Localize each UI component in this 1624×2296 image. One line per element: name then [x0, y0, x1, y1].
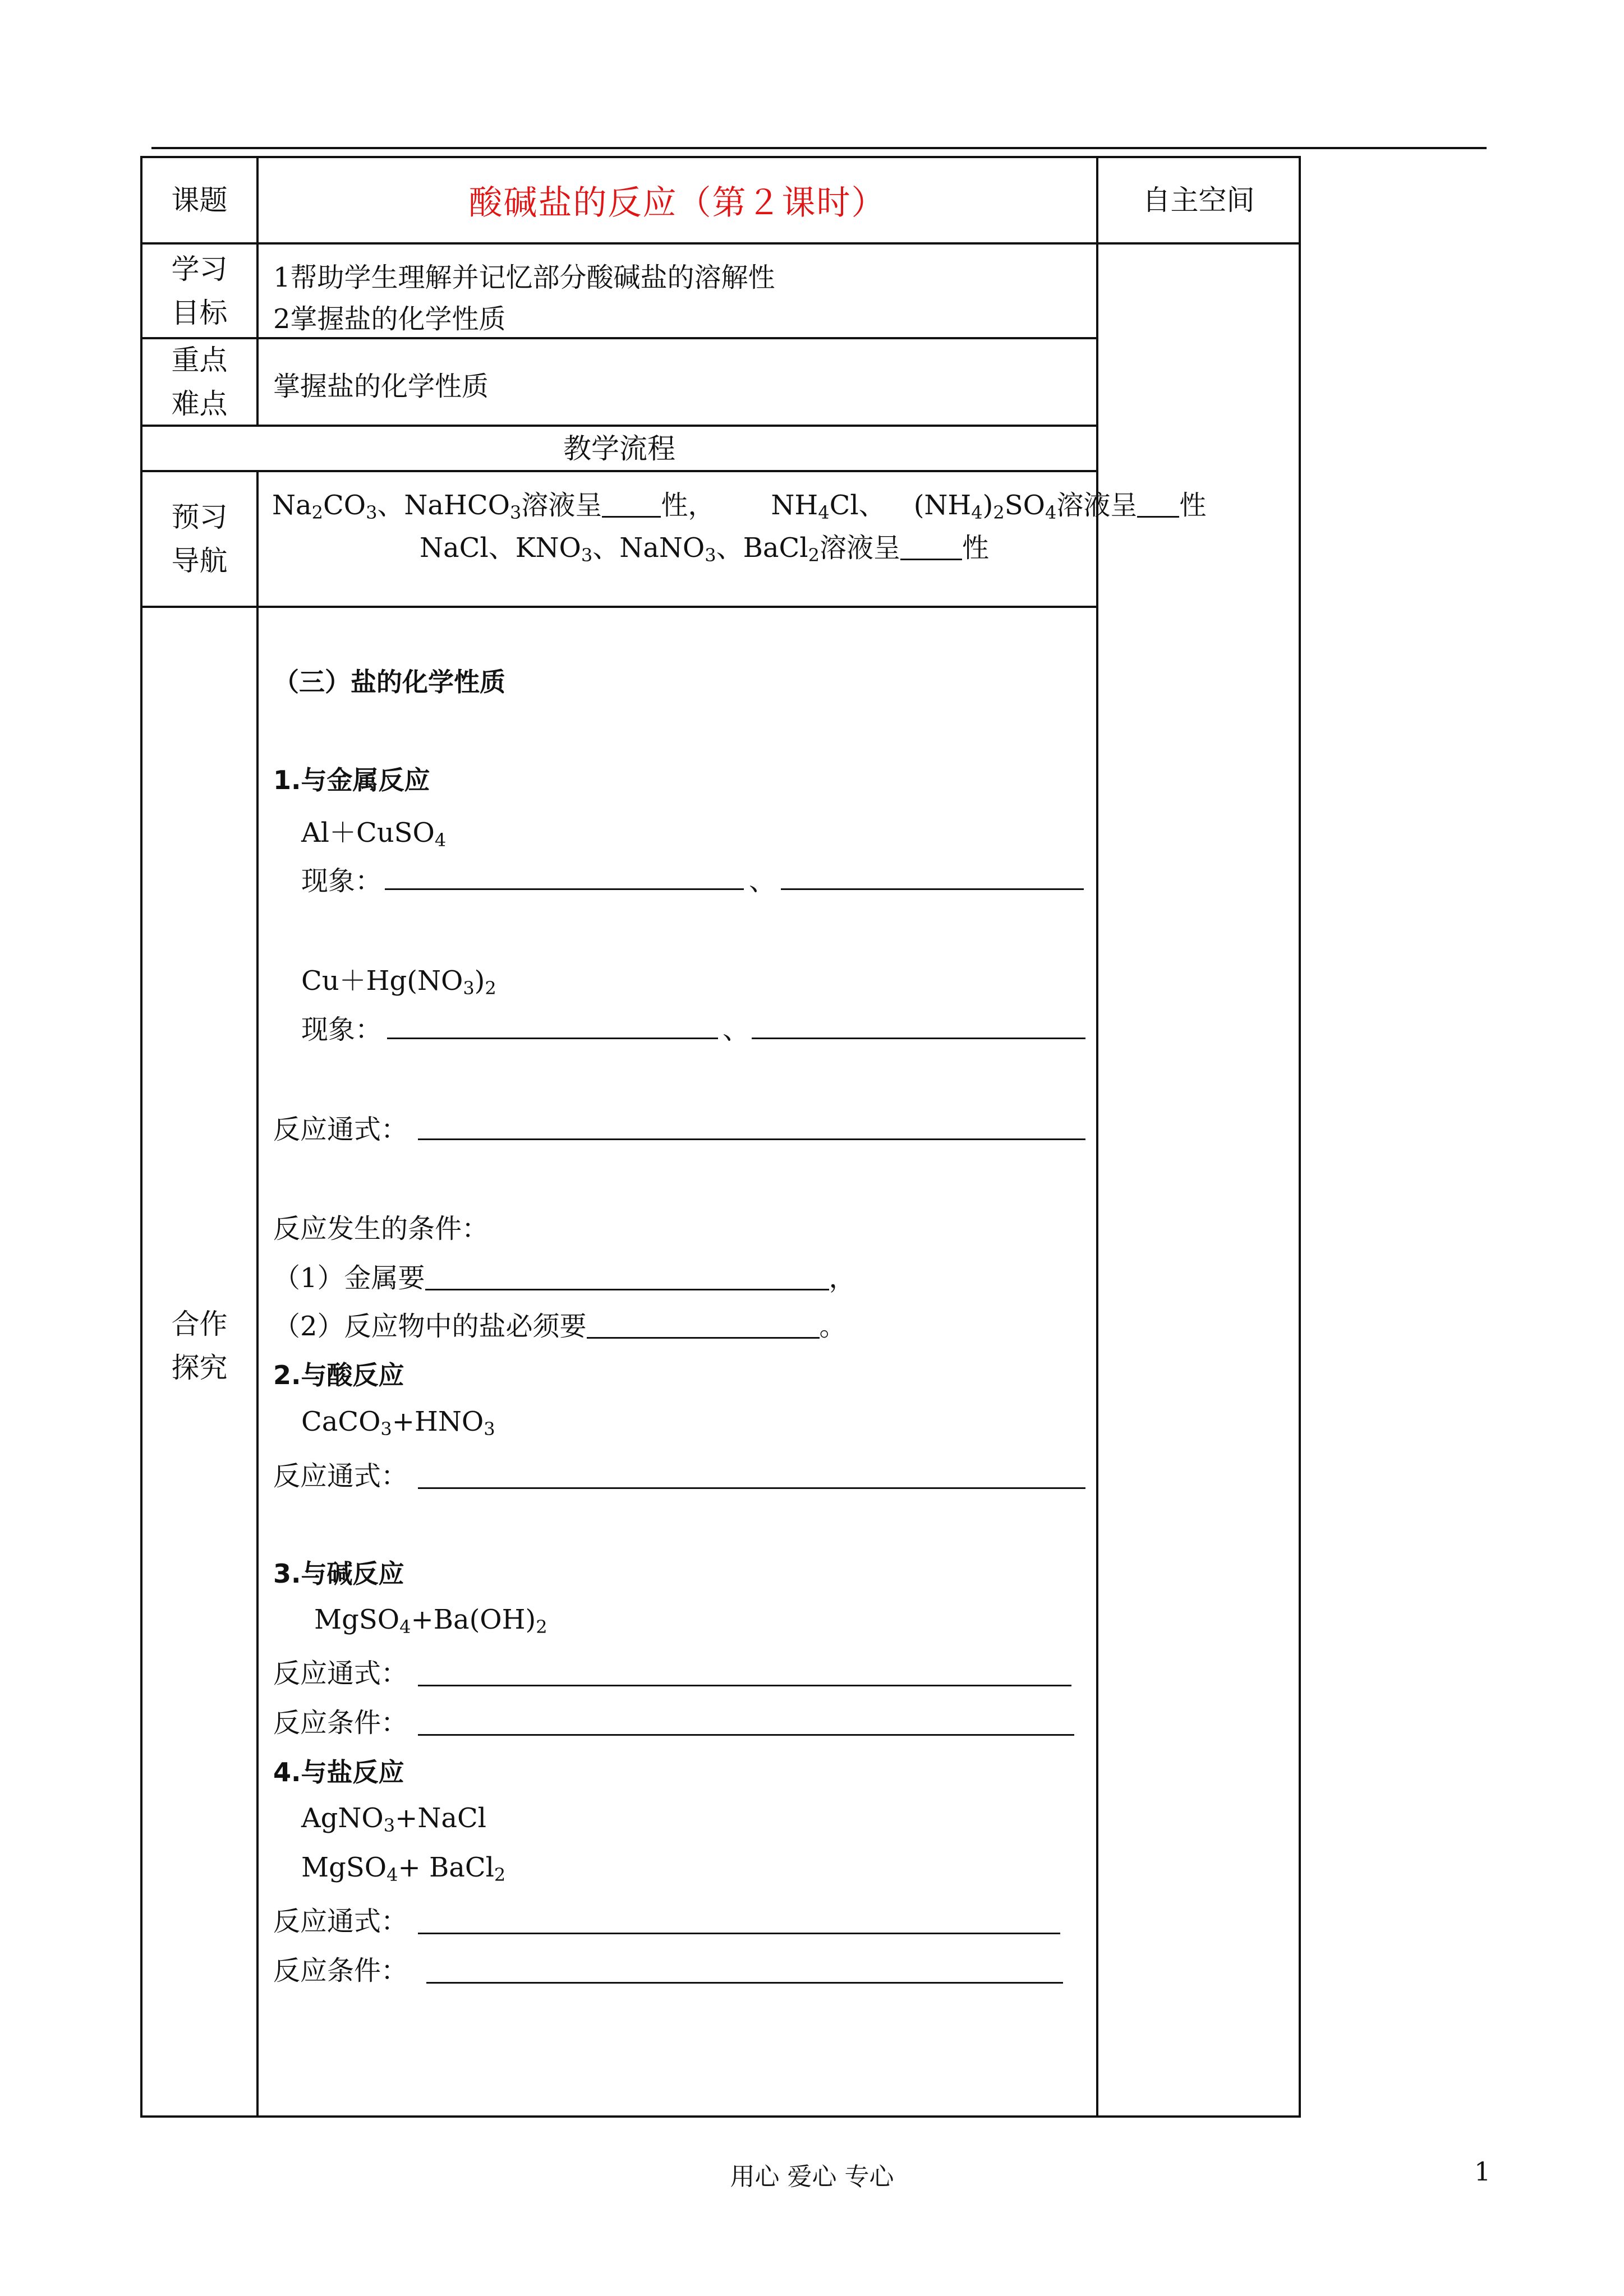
s3-title: 3.与碱反应 — [273, 1559, 404, 1589]
page-number: 1 — [1474, 2156, 1491, 2187]
condition-label: 反应条件： — [273, 1955, 408, 1986]
preview-line-2: NaCl、$KNO_3$、NaNO$_3$、BaCl$_2$溶液呈 性 — [420, 532, 989, 566]
preview-label: 预习 导航 — [171, 501, 228, 577]
condition-1: （1）金属要 ， — [273, 1262, 856, 1294]
preview-line-1: $Na_2CO_3$、NaHCO$_3$溶液呈 性， $NH_4Cl$、 $(NH_4)_2SO_4$溶液呈 性 — [272, 490, 1207, 523]
header-rule — [151, 147, 1487, 149]
goals-label: 学习 目标 — [171, 252, 228, 329]
blank[interactable] — [1137, 490, 1179, 518]
s4-title: 4.与盐反应 — [273, 1757, 404, 1787]
goal-item: 2掌握盐的化学性质 — [273, 303, 506, 335]
condition-label: 反应条件： — [273, 1707, 408, 1739]
s4-equation-2: MgSO$_4$+ BaCl$_2$ — [301, 1852, 506, 1885]
footer-motto: 用心 爱心 专心 — [730, 2163, 894, 2191]
answer-line[interactable] — [752, 1038, 1085, 1039]
section-heading: （三）盐的化学性质 — [273, 667, 505, 697]
answer-line[interactable] — [418, 1487, 1085, 1489]
goal-item: 1帮助学生理解并记忆部分酸碱盐的溶解性 — [273, 262, 775, 293]
separator: 、 — [723, 1014, 750, 1045]
answer-line[interactable] — [418, 1685, 1071, 1686]
answer-line[interactable] — [781, 888, 1084, 890]
general-formula-label: 反应通式： — [273, 1906, 408, 1937]
answer-line[interactable] — [385, 888, 744, 890]
condition-2: （2）反应物中的盐必须要 。 — [273, 1311, 846, 1342]
s1-equation-2: $Cu+Hg(NO_3)_2$ — [301, 965, 496, 999]
key-points-text: 掌握盐的化学性质 — [273, 371, 489, 402]
s4-equation-1: AgNO$_3$+NaCl — [301, 1802, 487, 1836]
blank[interactable] — [900, 533, 962, 560]
self-space-label: 自主空间 — [1142, 184, 1255, 216]
condition-title: 反应发生的条件： — [273, 1213, 489, 1244]
explore-label: 合作 探究 — [171, 1308, 228, 1384]
general-formula-label: 反应通式： — [273, 1114, 408, 1145]
s2-title: 2.与酸反应 — [273, 1360, 404, 1390]
process-title: 教学流程 — [563, 432, 675, 465]
answer-line[interactable] — [418, 1138, 1085, 1140]
general-formula-label: 反应通式： — [273, 1460, 408, 1492]
s3-equation: $MgSO_4+Ba(OH)_2$ — [314, 1604, 548, 1638]
key-points-label: 重点 难点 — [171, 344, 228, 420]
s1-equation-1: Al＋CuSO$_4$ — [301, 817, 447, 851]
page-title: 酸碱盐的反应（第２课时） — [468, 183, 886, 223]
answer-line[interactable] — [418, 1734, 1074, 1736]
general-formula-label: 反应通式： — [273, 1658, 408, 1689]
blank[interactable] — [587, 1311, 820, 1339]
blank[interactable] — [425, 1263, 829, 1290]
answer-line[interactable] — [426, 1982, 1063, 1984]
s1-title: 1.与金属反应 — [273, 765, 430, 795]
s2-equation: $CaCO_3+HNO_3$ — [301, 1406, 495, 1440]
separator: 、 — [749, 865, 776, 897]
phenomenon-label: 现象： — [301, 1014, 383, 1045]
phenomenon-label: 现象： — [301, 865, 383, 897]
course-label: 课题 — [171, 184, 228, 216]
blank[interactable] — [602, 490, 661, 518]
answer-line[interactable] — [387, 1038, 718, 1039]
answer-line[interactable] — [418, 1933, 1060, 1934]
